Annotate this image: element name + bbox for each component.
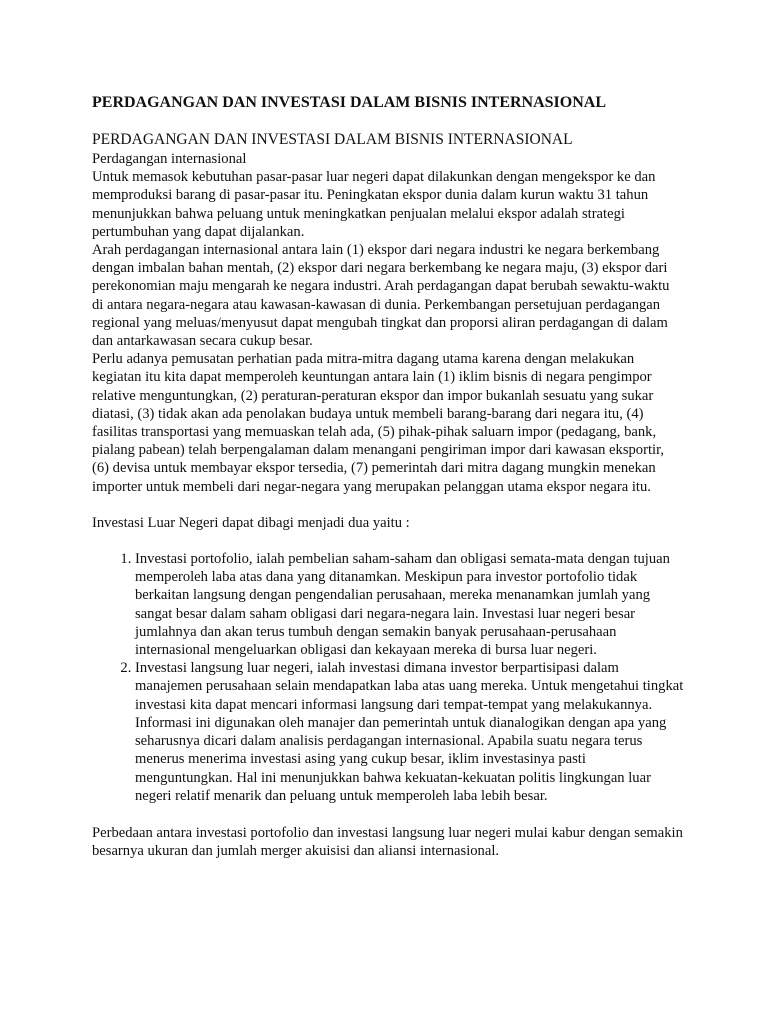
paragraph-trade-partners: Perlu adanya pemusatan perhatian pada mitra-mitra dagang utama karena dengan melakukan kegiatan itu kita dapat memperoleh keuntungan antara lain (1) iklim bisnis di negara pengimpor relative menguntungkan, (2) peraturan-peraturan ekspor dan impor bukanlah sesuatu yang sukar diatasi, (3) tidak akan ada penolakan budaya untuk membeli barang-barang dari negara itu, (4) fasilitas transportasi yang memuaskan telah ada, (5) pihak-pihak saluarn impor (pedagang, bank, pialang pabean) telah berpengalaman dalam menangani pengiriman impor dari kawasan eksportir, (6) devisa untuk membayar ekspor tersedia, (7) pemerintah dari mitra dagang mungkin menekan importer untuk membeli dari negar-negara yang merupakan pelanggan utama ekspor negara itu.: [92, 351, 664, 495]
investment-intro: Investasi Luar Negeri dapat dibagi menjadi dua yaitu :: [92, 514, 410, 531]
paragraph-trade-direction: Arah perdagangan internasional antara lain (1) ekspor dari negara industri ke negara berkembang dengan imbalan bahan mentah, (2) ekspor dari negara berkembang ke negara maju, (3) ekspor dari perekonomian maju mengarah ke negara industri. Arah perdagangan dapat berubah sewaktu-waktu di antara negara-negara atau kawasan-kawasan di dunia. Perkembangan persetujuan perdagangan regional yang meluas/menyusut dapat mengubah tingkat dan proporsi aliran perdagangan di dalam dan antarkawasan secara cukup besar.: [92, 242, 670, 350]
document-subtitle: PERDAGANGAN DAN INVESTASI DALAM BISNIS INTERNASIONAL: [92, 131, 573, 148]
list-item-portfolio-investment: 1. Investasi portofolio, ialah pembelian saham-saham dan obligasi semata-mata dengan tujuan memperoleh laba atas dana yang ditanamkan. Meskipun para investor portofolio tidak berkaitan langsung dengan pengendalian perusahaan, mereka menanamkan jumlah yang sangat besar dalam saham obligasi dari negara-negara lain. Investasi luar negeri besar jumlahnya dan akan terus tumbuh dengan semakin banyak perusahaan-perusahaan internasional mengeluarkan obligasi dan kekayaan mereka di bursa luar negeri.: [135, 550, 684, 659]
investment-list: [92, 550, 684, 805]
document-title: PERDAGANGAN DAN INVESTASI DALAM BISNIS INTERNASIONAL: [92, 94, 607, 111]
section-heading: Perdagangan internasional: [92, 151, 247, 167]
document-page: [92, 93, 684, 860]
paragraph-export-strategy: Untuk memasok kebutuhan pasar-pasar luar negeri dapat dilakunkan dengan mengekspor ke dan memproduksi barang di pasar-pasar itu. Peningkatan ekspor dunia dalam kurun waktu 31 tahun menunjukkan bahwa peluang untuk meningkatkan penjualan melalui ekspor adalah strategi pertumbuhan yang dapat dijalankan.: [92, 169, 656, 240]
document-body: [92, 150, 684, 860]
list-item-direct-investment: 2. Investasi langsung luar negeri, ialah investasi dimana investor berpartisipasi dalam manajemen perusahaan selain mendapatkan laba atas uang mereka. Untuk mengetahui tingkat investasi kita dapat mencari informasi langsung dari tempat-tempat yang melakukannya. Informasi ini digunakan oleh manajer dan pemerintah untuk dianalogikan dengan apa yang seharusnya dicari dalam analisis perdagangan internasional. Apabila suatu negara terus menerus menerima investasi asing yang cukup besar, iklim investasinya pasti menguntungkan. Hal ini menunjukkan bahwa kekuatan-kekuatan politis lingkungan luar negeri relatif menarik dan peluang untuk memperoleh laba lebih besar.: [135, 659, 684, 805]
closing-paragraph: Perbedaan antara investasi portofolio dan investasi langsung luar negeri mulai kabur dengan semakin besarnya ukuran dan jumlah merger akuisisi dan aliansi internasional.: [92, 824, 683, 860]
